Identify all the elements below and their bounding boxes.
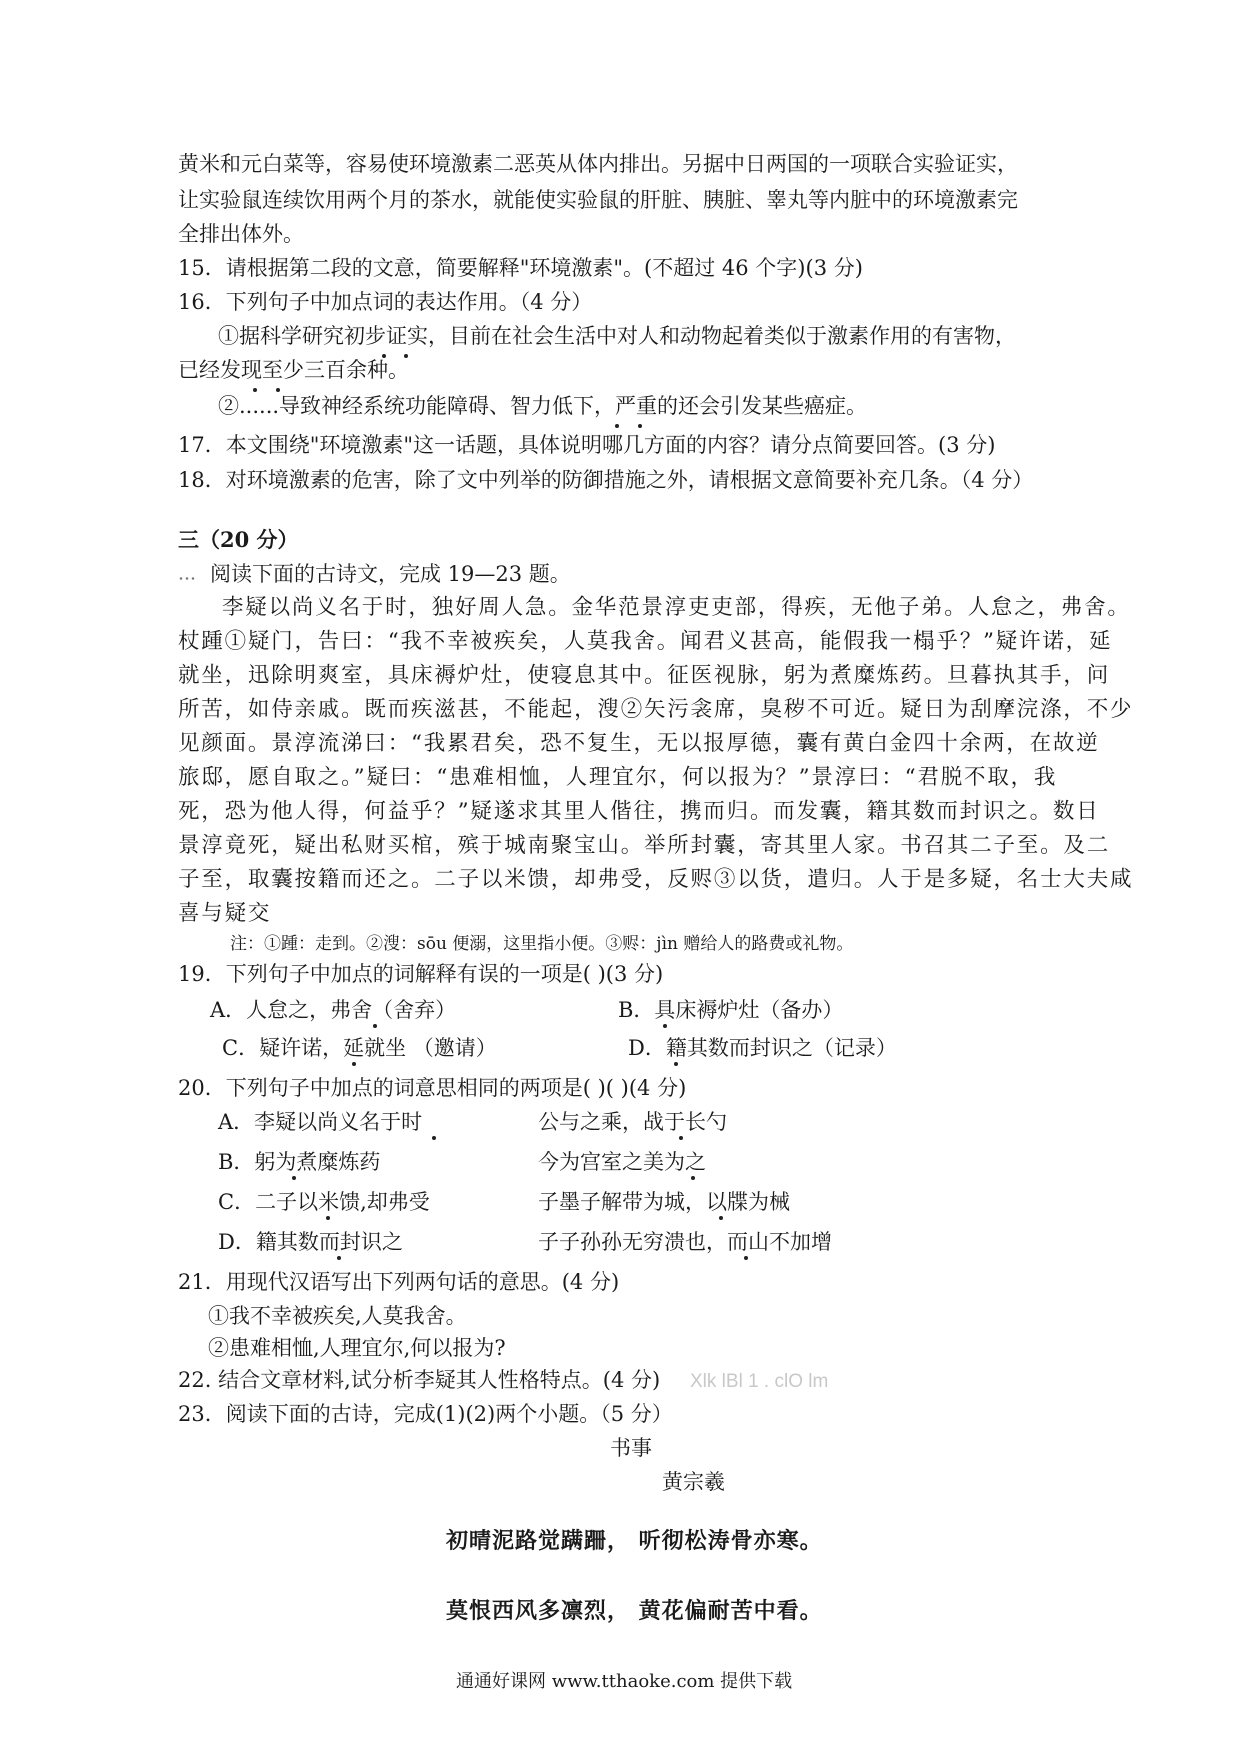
faded-watermark: Xlk lBl 1 . clO lm bbox=[690, 1371, 829, 1392]
classical-line-3: 就坐，迅除明爽室，具床褥炉灶，使寝息其中。征医视脉，躬为煮糜炼药。旦暮执其手，问 bbox=[178, 663, 1111, 688]
classical-line-4: 所苦，如侍亲戚。既而疾滋甚，不能起，溲②矢污衾席，臭秽不可近。疑日为刮摩浣涤，不少 bbox=[178, 697, 1134, 722]
question-16-sentence-2: ②......导致神经系统功能障碍、智力低下，严重的还会引发某些癌症。 bbox=[218, 394, 868, 418]
question-21-sentence-1: ①我不幸被疾矣,人莫我舍。 bbox=[208, 1304, 467, 1328]
question-20-option-b: B．躬为煮糜炼药 bbox=[218, 1150, 381, 1174]
passage-line-2: 让实验鼠连续饮用两个月的茶水，就能使实验鼠的肝脏、胰脏、睾丸等内脏中的环境激素完 bbox=[178, 188, 1018, 212]
poem-author: 黄宗羲 bbox=[662, 1470, 725, 1494]
question-21-sentence-2: ②患难相恤,人理宜尔,何以报为? bbox=[208, 1336, 506, 1360]
classical-line-2: 杖踵①疑门，告曰：“我不幸被疾矣，人莫我舍。闻君义甚高，能假我一榻乎？”疑许诺，延 bbox=[178, 629, 1113, 654]
question-18: 18．对环境激素的危害，除了文中列举的防御措施之外，请根据文意简要补充几条。（4 分） bbox=[178, 468, 1034, 492]
passage-line-1: 黄米和元白菜等，容易使环境激素二恶英从体内排出。另据中日两国的一项联合实验证实， bbox=[178, 152, 1018, 176]
emphasis-dot bbox=[326, 1216, 330, 1220]
question-16-stem: 16．下列句子中加点词的表达作用。（4 分） bbox=[178, 290, 593, 314]
question-20-option-c-pair: 子墨子解带为城，以牒为械 bbox=[538, 1190, 790, 1214]
question-16-sentence-1: ①据科学研究初步证实，目前在社会生活中对人和动物起着类似于激素作用的有害物， bbox=[218, 324, 1016, 348]
classical-line-1: 李疑以尚义名于时，独好周人急。金华范景淳吏吏部，得疾，无他子弟。人怠之，弗舍。 bbox=[222, 595, 1131, 620]
annotation-note: 注：①踵：走到。②溲：sōu 便溺，这里指小便。③赆：jìn 赠给人的路费或礼物。 bbox=[230, 934, 854, 954]
emphasis-dot bbox=[352, 1062, 356, 1066]
emphasis-dot bbox=[292, 1176, 296, 1180]
question-20-option-b-pair: 今为宫室之美为之 bbox=[538, 1150, 706, 1174]
poem-title: 书事 bbox=[610, 1436, 652, 1460]
classical-line-5: 见颜面。景淳流涕曰：“我累君矣，恐不复生，无以报厚德，囊有黄白金四十余两，在故逆 bbox=[178, 731, 1100, 756]
emphasis-dot bbox=[674, 1062, 678, 1066]
emphasis-dot bbox=[719, 1216, 723, 1220]
section-intro: 阅读下面的古诗文，完成 19—23 题。 bbox=[210, 562, 571, 586]
passage-line-3: 全排出体外。 bbox=[178, 222, 304, 246]
question-19-option-c: C．疑许诺，延就坐 （邀请） bbox=[222, 1036, 497, 1060]
question-22: 22. 结合文章材料,试分析李疑其人性格特点。(4 分) bbox=[178, 1368, 661, 1392]
question-17: 17．本文围绕"环境激素"这一话题，具体说明哪几方面的内容？请分点简要回答。(3 分) bbox=[178, 433, 996, 457]
question-19-option-b: B．具床褥炉灶（备办） bbox=[618, 998, 844, 1022]
classical-line-7: 死，恐为他人得，何益乎？”疑遂求其里人偕往，携而归。而发囊，籍其数而封识之。数日 bbox=[178, 799, 1100, 824]
question-19-stem: 19．下列句子中加点的词解释有误的一项是( )(3 分) bbox=[178, 962, 664, 986]
emphasis-dot bbox=[638, 424, 642, 428]
question-15: 15．请根据第二段的文意，简要解释"环境激素"。(不超过 46 个字)(3 分) bbox=[178, 256, 863, 280]
poem-line-2: 莫恨西风多凛烈， 黄花偏耐苦中看。 bbox=[446, 1599, 823, 1624]
emphasis-dot bbox=[373, 1024, 377, 1028]
question-20-option-a: A．李疑以尚义名于时 bbox=[218, 1110, 423, 1134]
section-heading: 三（20 分） bbox=[178, 527, 299, 552]
question-20-option-d: D．籍其数而封识之 bbox=[218, 1230, 403, 1254]
emphasis-dot bbox=[663, 1024, 667, 1028]
question-20-stem: 20．下列句子中加点的词意思相同的两项是( )( )(4 分) bbox=[178, 1076, 687, 1100]
question-16-sentence-1-cont: 已经发现至少三百余种。 bbox=[178, 358, 409, 382]
classical-line-10: 喜与疑交 bbox=[178, 901, 272, 926]
classical-line-6: 旅邸，愿自取之。”疑曰：“患难相恤，人理宜尔，何以报为？”景淳曰：“君脱不取，我 bbox=[178, 765, 1058, 790]
question-21-stem: 21．用现代汉语写出下列两句话的意思。(4 分) bbox=[178, 1270, 620, 1294]
emphasis-dot bbox=[337, 1256, 341, 1260]
emphasis-dot bbox=[744, 1256, 748, 1260]
emphasis-dot bbox=[432, 1136, 436, 1140]
footer-source: 通通好课网 www.tthaoke.com 提供下载 bbox=[456, 1671, 793, 1692]
blank-marker bbox=[178, 577, 196, 580]
question-19-option-d: D．籍其数而封识之（记录） bbox=[628, 1036, 897, 1060]
emphasis-dot bbox=[691, 1176, 695, 1180]
emphasis-dot bbox=[679, 1136, 683, 1140]
question-20-option-c: C．二子以米馈,却弗受 bbox=[218, 1190, 430, 1214]
classical-line-9: 子至，取囊按籍而还之。二子以米馈，却弗受，反赆③以货，遣归。人于是多疑，名士大夫咸 bbox=[178, 867, 1134, 892]
question-23: 23．阅读下面的古诗，完成(1)(2)两个小题。（5 分） bbox=[178, 1402, 673, 1426]
poem-line-1: 初晴泥路觉蹒跚， 听彻松涛骨亦寒。 bbox=[446, 1529, 823, 1554]
question-20-option-a-pair: 公与之乘，战于长勺 bbox=[538, 1110, 727, 1134]
emphasis-dot bbox=[615, 424, 619, 428]
question-20-option-d-pair: 子子孙孙无穷溃也，而山不加增 bbox=[538, 1230, 832, 1254]
classical-line-8: 景淳竟死，疑出私财买棺，殡于城南聚宝山。举所封囊，寄其里人家。书召其二子至。及二 bbox=[178, 833, 1111, 858]
question-19-option-a: A．人怠之，弗舍（舍弃） bbox=[210, 998, 457, 1022]
